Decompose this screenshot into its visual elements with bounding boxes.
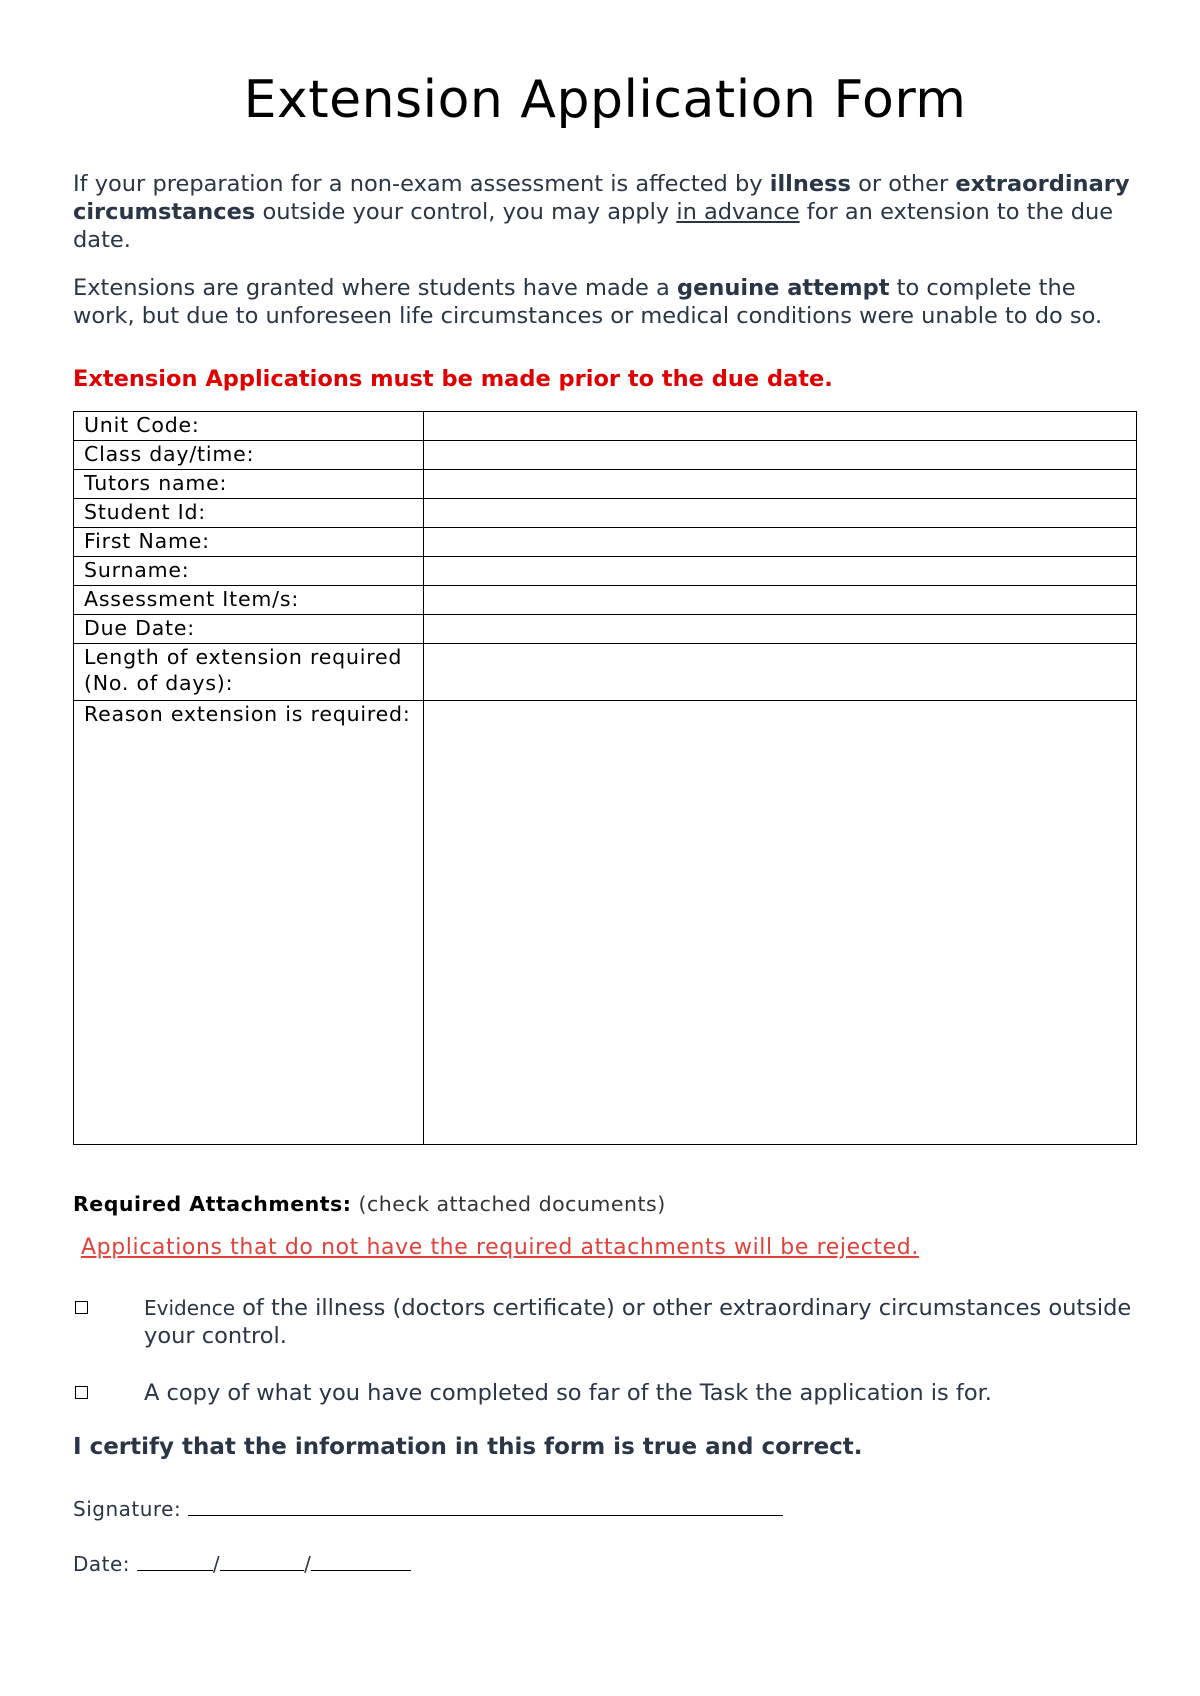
page-title: Extension Application Form [243, 70, 967, 130]
intro-bold-genuine-attempt: genuine attempt [676, 275, 890, 301]
attachments-label: Required Attachments: [73, 1192, 352, 1216]
intro-text: for an extension to the due date. [73, 199, 1114, 253]
field-label: Class day/time: [74, 441, 424, 470]
field-label: Unit Code: [74, 412, 424, 441]
field-label: Surname: [74, 557, 424, 586]
evidence-word: Evidence [144, 1296, 236, 1320]
intro-bold-illness: illness [769, 171, 851, 197]
form-row [74, 644, 1137, 701]
signature-line [73, 1495, 783, 1521]
field-label: Tutors name: [74, 470, 424, 499]
tutors-name-field[interactable] [424, 470, 1137, 499]
intro-paragraph-1 [73, 170, 1137, 254]
intro-paragraph-2 [73, 274, 1137, 330]
deadline-warning: Extension Applications must be made prior to the due date. [73, 366, 833, 392]
intro-text: outside your control, you may apply [255, 199, 677, 225]
class-day-time-field[interactable] [424, 441, 1137, 470]
certification-statement: I certify that the information in this form is true and correct. [73, 1434, 863, 1460]
field-label: Assessment Item/s: [74, 586, 424, 615]
intro-underline-advance: in advance [676, 199, 800, 225]
intro-text: or other [850, 171, 956, 197]
intro-bold-circumstances: extraordinary circumstances [73, 171, 1130, 225]
attachment-item-text: A copy of what you have completed so far of the Task the application is for. [144, 1380, 992, 1406]
field-label: Reason extension is required: [74, 701, 424, 1145]
form-row [74, 412, 1137, 441]
field-label: Length of extension required (No. of days): [74, 644, 424, 701]
signature-label: Signature: [73, 1497, 182, 1521]
copy-checkbox[interactable] [75, 1386, 88, 1399]
rejection-warning: Applications that do not have the required attachments will be rejected. [81, 1235, 919, 1260]
intro-text: Extensions are granted where students have made a [73, 275, 677, 301]
form-row [74, 586, 1137, 615]
signature-field[interactable] [188, 1495, 783, 1516]
date-label: Date: [73, 1552, 131, 1576]
student-id-field[interactable] [424, 499, 1137, 528]
reason-field[interactable] [424, 701, 1137, 1145]
surname-field[interactable] [424, 557, 1137, 586]
intro-text: to complete the work, but due to unforeseen life circumstances or medical conditions were unable to do so. [73, 275, 1103, 329]
form-row [74, 499, 1137, 528]
evidence-description: of the illness (doctors certificate) or other extraordinary circumstances outside your control. [144, 1295, 1132, 1349]
form-row [74, 615, 1137, 644]
form-row [74, 528, 1137, 557]
date-month-field[interactable] [220, 1550, 304, 1571]
date-separator: / [304, 1552, 312, 1576]
due-date-field[interactable] [424, 615, 1137, 644]
form-row [74, 470, 1137, 499]
application-form-table [73, 411, 1137, 1145]
required-attachments-heading [73, 1192, 666, 1216]
evidence-checkbox[interactable] [75, 1301, 88, 1314]
form-row [74, 441, 1137, 470]
unit-code-field[interactable] [424, 412, 1137, 441]
extension-length-field[interactable] [424, 644, 1137, 701]
form-row [74, 557, 1137, 586]
date-line [73, 1550, 411, 1576]
attachments-note: (check attached documents) [358, 1192, 666, 1216]
intro-text: If your preparation for a non-exam assessment is affected by [73, 171, 770, 197]
field-label: First Name: [74, 528, 424, 557]
assessment-items-field[interactable] [424, 586, 1137, 615]
date-day-field[interactable] [137, 1550, 213, 1571]
form-row [74, 701, 1137, 1145]
date-year-field[interactable] [311, 1550, 411, 1571]
field-label: Student Id: [74, 499, 424, 528]
date-separator: / [212, 1552, 221, 1576]
attachment-item-text [144, 1294, 1134, 1350]
first-name-field[interactable] [424, 528, 1137, 557]
field-label: Due Date: [74, 615, 424, 644]
